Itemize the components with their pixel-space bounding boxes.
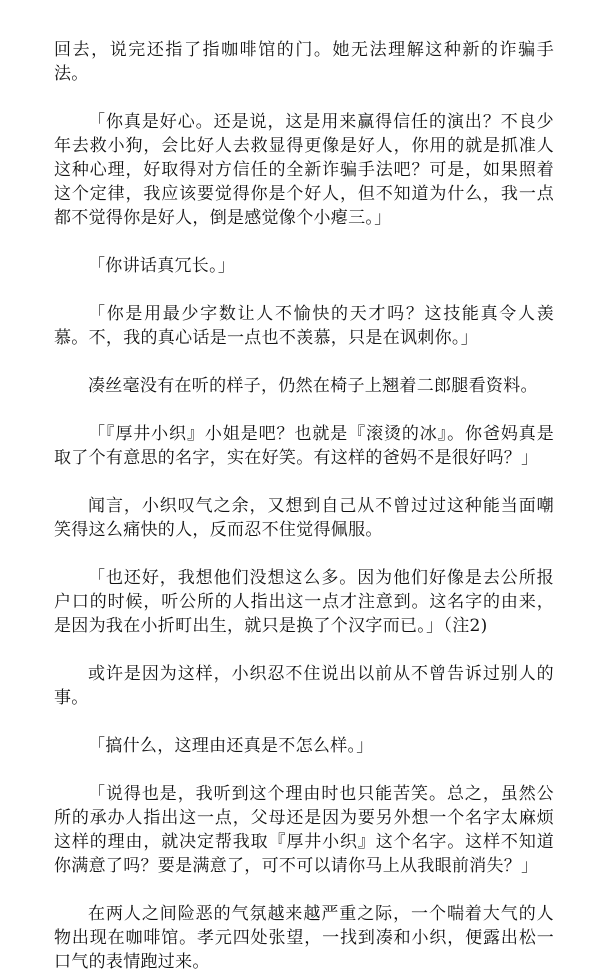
paragraph: 「搞什么，这理由还真是不怎么样。」 <box>88 736 374 756</box>
paragraph: 「你是用最少字数让人不愉快的天才吗？这技能真令人羡慕。不，我的真心话是一点也不羡慕，只是在讽刺你。」 <box>54 304 554 348</box>
paragraph: 凑丝毫没有在听的样子，仍然在椅子上翘着二郎腿看资料。 <box>88 376 538 396</box>
paragraph: 或许是因为这样，小织忍不住说出以前从不曾告诉过别人的事。 <box>54 664 554 708</box>
paragraph: 「说得也是，我听到这个理由时也只能苦笑。总之，虽然公所的承办人指出这一点，父母还是因为要另外想一个名字太麻烦这样的理由，就决定帮我取『厚井小织』这个名字。这样不知道你满意了吗？要是满意了，可不可以请你马上从我眼前消失？」 <box>54 784 554 876</box>
paragraph: 「也还好，我想他们没想这么多。因为他们好像是去公所报户口的时候，听公所的人指出这一点才注意到。这名字的由来，是因为我在小折町出生，就只是换了个汉字而已。」（注2) <box>54 568 554 636</box>
paragraph: 「你真是好心。还是说，这是用来赢得信任的演出？不良少年去救小狗，会比好人去救显得更像是好人，你用的就是抓准人这种心理，好取得对方信任的全新诈骗手法吧？可是，如果照着这个定律，我应该要觉得你是个好人，但不知道为什么，我一点都不觉得你是好人，倒是感觉像个小瘪三。」 <box>54 112 554 228</box>
body-text <box>54 38 554 974</box>
paragraph: 「你讲话真冗长。」 <box>88 256 236 276</box>
paragraph: 在两人之间险恶的气氛越来越严重之际，一个喘着大气的人物出现在咖啡馆。孝元四处张望，一找到凑和小织，便露出松一口气的表情跑过来。 <box>54 904 554 972</box>
paragraph: 闻言，小织叹气之余，又想到自己从不曾过过这种能当面嘲笑得这么痛快的人，反而忍不住觉得佩服。 <box>54 496 554 540</box>
paragraph: 「『厚井小织』小姐是吧？也就是『滚烫的冰』。你爸妈真是取了个有意思的名字，实在好笑。有这样的爸妈不是很好吗？」 <box>54 424 554 468</box>
paragraph: 回去，说完还指了指咖啡馆的门。她无法理解这种新的诈骗手法。 <box>54 40 554 84</box>
